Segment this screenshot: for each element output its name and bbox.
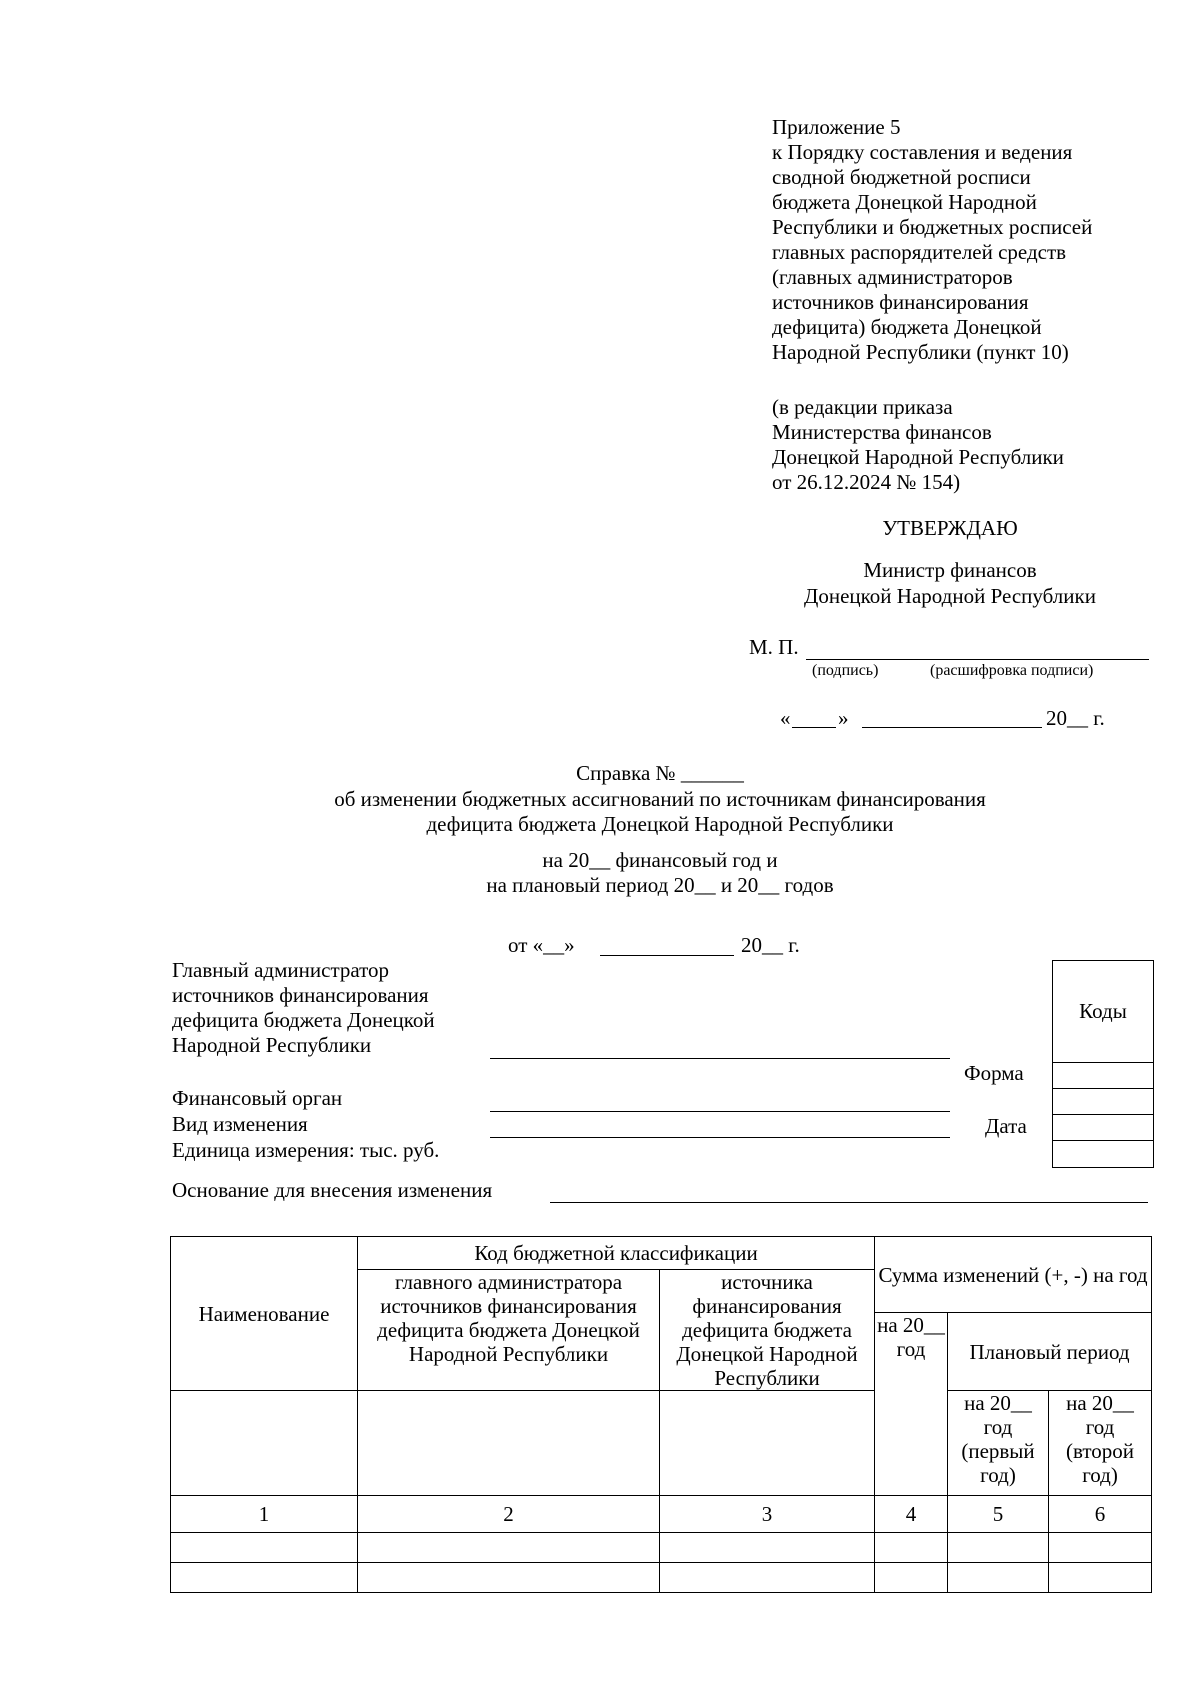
- table-cell[interactable]: [1049, 1563, 1152, 1593]
- column-number: 6: [1049, 1496, 1152, 1533]
- appendix-line: дефицита) бюджета Донецкой: [772, 315, 1042, 339]
- codes-empty-cell[interactable]: [1053, 1141, 1153, 1167]
- approval-day-line[interactable]: [792, 727, 836, 728]
- approval-date-close: »: [838, 706, 849, 730]
- fin-organ-label: Финансовый орган: [172, 1086, 343, 1110]
- header-sum: Сумма изменений (+, -) на год: [875, 1237, 1152, 1313]
- header-first-year: на 20__ год (первый год): [948, 1391, 1049, 1496]
- basis-label: Основание для внесения изменения: [172, 1178, 493, 1202]
- table-cell[interactable]: [948, 1533, 1049, 1563]
- table-cell[interactable]: [358, 1533, 660, 1563]
- appendix-line: Республики и бюджетных росписей: [772, 215, 1093, 239]
- basis-field-line[interactable]: [550, 1202, 1148, 1203]
- appendix-line: источников финансирования: [772, 290, 1029, 314]
- codes-header: Коды: [1053, 961, 1153, 1063]
- approval-title: УТВЕРЖДАЮ: [882, 516, 1018, 540]
- column-number: 3: [660, 1496, 875, 1533]
- header-admin-continued: [358, 1391, 660, 1496]
- column-number: 5: [948, 1496, 1049, 1533]
- header-name: Наименование: [171, 1237, 358, 1391]
- header-kbk: Код бюджетной классификации: [358, 1237, 875, 1270]
- column-number: 4: [875, 1496, 948, 1533]
- edition-block: [772, 395, 1064, 495]
- header-source-continued: [660, 1391, 875, 1496]
- approval-position: Министр финансов: [863, 558, 1037, 582]
- approval-date-year: 20__ г.: [1046, 706, 1105, 730]
- changes-table: [170, 1236, 1152, 1593]
- document-subtitle: об изменении бюджетных ассигнований по источникам финансирования: [334, 787, 986, 811]
- document-period: на плановый период 20__ и 20__ годов: [486, 873, 834, 897]
- appendix-line: (главных администраторов: [772, 265, 1013, 289]
- change-type-field-line[interactable]: [490, 1137, 950, 1138]
- table-cell[interactable]: [948, 1563, 1049, 1593]
- forma-label: Форма: [964, 1061, 1024, 1085]
- document-date-prefix: от «__»: [508, 933, 575, 957]
- document-period: на 20__ финансовый год и: [542, 848, 778, 872]
- header-second-year: на 20__ год (второй год): [1049, 1391, 1152, 1496]
- approval-date-open: «: [780, 706, 791, 730]
- appendix-line: бюджета Донецкой Народной: [772, 190, 1037, 214]
- appendix-line: Народной Республики (пункт 10): [772, 340, 1069, 364]
- table-cell[interactable]: [171, 1533, 358, 1563]
- document-title: Справка № ______: [576, 761, 744, 785]
- signature-line[interactable]: [806, 659, 1149, 660]
- admin-label-line: Главный администратор: [172, 958, 390, 982]
- appendix-line: к Порядку составления и ведения: [772, 140, 1073, 164]
- admin-label: [172, 958, 435, 1058]
- approval-month-line[interactable]: [862, 727, 1042, 728]
- table-cell[interactable]: [660, 1533, 875, 1563]
- admin-label-line: Народной Республики: [172, 1033, 372, 1057]
- fin-organ-field-line[interactable]: [490, 1111, 950, 1112]
- edition-line: от 26.12.2024 № 154): [772, 470, 961, 494]
- date-label: Дата: [985, 1114, 1027, 1138]
- header-name-continued: [171, 1391, 358, 1496]
- column-number: 1: [171, 1496, 358, 1533]
- table-cell[interactable]: [1049, 1533, 1152, 1563]
- header-admin: главного администратора источников финансирования дефицита бюджета Донецкой Народной Республики: [358, 1270, 660, 1391]
- codes-forma-cell[interactable]: [1053, 1063, 1153, 1089]
- document-date-line[interactable]: [600, 955, 734, 956]
- appendix-line: сводной бюджетной росписи: [772, 165, 1031, 189]
- codes-date-cell[interactable]: [1053, 1115, 1153, 1141]
- signature-decode-label: (расшифровка подписи): [930, 662, 1094, 679]
- table-cell[interactable]: [171, 1563, 358, 1593]
- table-cell[interactable]: [358, 1563, 660, 1593]
- table-row: [171, 1533, 1152, 1563]
- approval-position: Донецкой Народной Республики: [804, 584, 1096, 608]
- edition-line: (в редакции приказа: [772, 395, 953, 419]
- codes-empty-cell[interactable]: [1053, 1089, 1153, 1115]
- admin-field-line[interactable]: [490, 1058, 950, 1059]
- appendix-line: главных распорядителей средств: [772, 240, 1067, 264]
- mp-label: М. П.: [749, 635, 799, 659]
- header-plan: Плановый период: [948, 1313, 1152, 1391]
- table-cell[interactable]: [875, 1533, 948, 1563]
- document-date-suffix: 20__ г.: [741, 933, 800, 957]
- signature-label: (подпись): [812, 662, 879, 679]
- unit-label: Единица измерения: тыс. руб.: [172, 1138, 440, 1162]
- codes-box: [1052, 960, 1154, 1168]
- admin-label-line: источников финансирования: [172, 983, 429, 1007]
- change-type-label: Вид изменения: [172, 1112, 308, 1136]
- edition-line: Министерства финансов: [772, 420, 992, 444]
- document-subtitle: дефицита бюджета Донецкой Народной Республики: [426, 812, 894, 836]
- table-cell[interactable]: [875, 1563, 948, 1593]
- column-number: 2: [358, 1496, 660, 1533]
- header-source: источника финансирования дефицита бюджета Донецкой Народной Республики: [660, 1270, 875, 1391]
- table-row: [171, 1563, 1152, 1593]
- table-cell[interactable]: [660, 1563, 875, 1593]
- edition-line: Донецкой Народной Республики: [772, 445, 1064, 469]
- header-year: на 20__ год: [875, 1313, 948, 1496]
- admin-label-line: дефицита бюджета Донецкой: [172, 1008, 435, 1032]
- appendix-line: Приложение 5: [772, 115, 901, 139]
- appendix-block: [772, 115, 1092, 365]
